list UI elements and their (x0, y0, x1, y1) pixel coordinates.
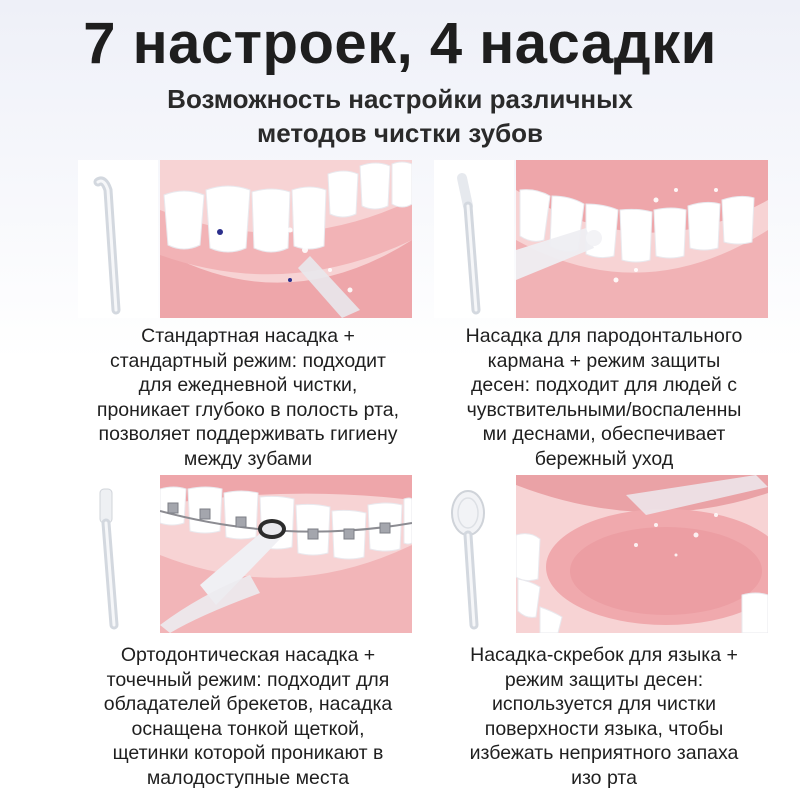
caption-line: ми деснами, обеспечивает (482, 423, 726, 445)
standard-nozzle-image (78, 160, 158, 318)
caption-line: щетинки которой проникают в (112, 742, 384, 764)
page-subtitle (0, 82, 800, 150)
caption-line: точечный режим: подходит для (106, 668, 390, 691)
caption-line: проникает глубоко в полость рта, (96, 398, 400, 421)
page-title: 7 настроек, 4 насадки (83, 11, 717, 76)
caption-line: бережный уход (534, 447, 674, 470)
caption-line: Ортодонтическая насадка + (120, 644, 376, 666)
caption-line: кармана + режим защиты (487, 349, 721, 372)
teeth-waterjet-photo (160, 160, 412, 318)
card-caption (434, 324, 774, 471)
caption-line: поверхности языка, чтобы (484, 717, 724, 740)
braces-photo (160, 475, 412, 633)
subtitle-line: методов чистки зубов (256, 118, 544, 148)
caption-line: оснащена тонкой щеткой, (131, 717, 365, 740)
caption-line: Насадка-скребок для языка + (470, 644, 738, 666)
caption-line: режим защиты десен: (504, 668, 704, 691)
card-caption (78, 643, 418, 790)
gum-pocket-photo (516, 160, 768, 318)
caption-line: малодоступные места (146, 766, 350, 789)
caption-line: изо рта (571, 766, 637, 789)
card-caption (78, 324, 418, 471)
subtitle-line: Возможность настройки различных (167, 84, 633, 114)
caption-line: десен: подходит для людей с (471, 374, 737, 396)
caption-line: Насадка для пародонтального (465, 325, 743, 347)
caption-line: между зубами (183, 447, 313, 470)
caption-line: обладателей брекетов, насадка (103, 693, 393, 715)
caption-line: Стандартная насадка + (141, 325, 355, 347)
tongue-scraper-image (434, 475, 514, 633)
caption-line: стандартный режим: подходит (110, 349, 386, 372)
periodontal-nozzle-image (434, 160, 514, 318)
caption-line: используется для чистки (492, 693, 716, 715)
tongue-photo (516, 475, 768, 633)
caption-line: избежать неприятного запаха (469, 742, 739, 764)
orthodontic-nozzle-image (78, 475, 158, 633)
caption-line: чувствительными/воспаленны (466, 398, 742, 421)
caption-line: позволяет поддерживать гигиену (98, 423, 398, 445)
caption-line: для ежедневной чистки, (138, 374, 358, 396)
card-caption (434, 643, 774, 790)
